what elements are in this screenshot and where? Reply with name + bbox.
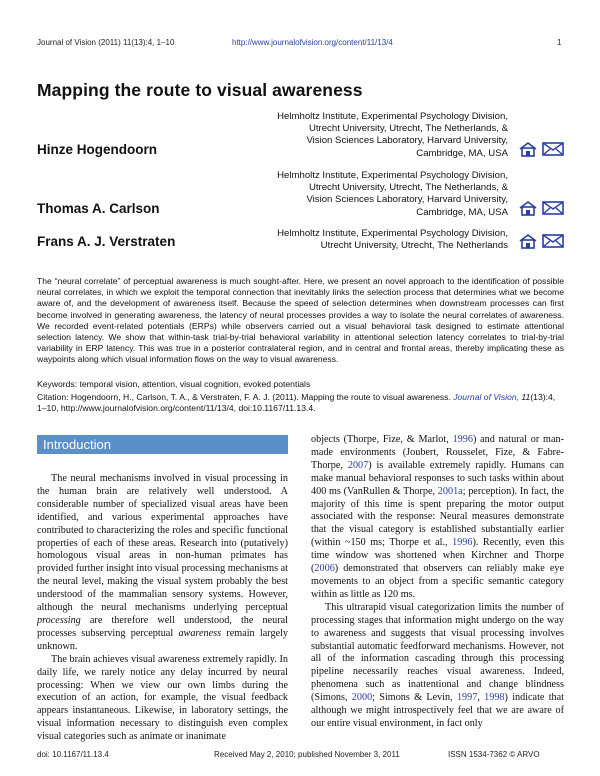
- page-number: 1: [557, 38, 562, 47]
- abstract: [37, 276, 564, 366]
- citation-link[interactable]: 1997: [456, 692, 478, 704]
- journal-header: Journal of Vision (2011) 11(13):4, 1–10: [37, 38, 175, 47]
- citation-link[interactable]: 2006: [314, 563, 335, 575]
- citation-link[interactable]: 1996: [452, 434, 473, 445]
- author-name-1: Hinze Hogendoorn: [37, 142, 157, 157]
- author-affiliation-2: Helmholtz Institute, Experimental Psychology Division, Utrecht University, Utrecht, The Netherlands, & Vision Sciences Laboratory, Harvard University, Cambridge, MA, USA: [277, 170, 508, 218]
- author-name-2: Thomas A. Carlson: [37, 201, 160, 216]
- citation: [37, 392, 564, 414]
- citation-link[interactable]: 2007: [347, 459, 369, 471]
- author-icons-3: [518, 233, 566, 249]
- email-envelope-icon[interactable]: [542, 200, 564, 216]
- footer-received: Received May 2, 2010; published November 3, 2011: [214, 750, 400, 759]
- email-envelope-icon[interactable]: [542, 233, 564, 249]
- home-page-icon[interactable]: [518, 200, 538, 216]
- footer-issn: ISSN 1534-7362 © ARVO: [448, 750, 540, 759]
- footer-doi: doi: 10.1167/11.13.4: [37, 750, 109, 759]
- citation-link[interactable]: 2000: [351, 692, 373, 704]
- citation-link[interactable]: 1998: [484, 692, 505, 704]
- keywords: Keywords: temporal vision, attention, visual cognition, evoked potentials: [37, 379, 311, 389]
- author-icons-2: [518, 200, 566, 216]
- citation-link[interactable]: 1996: [452, 537, 473, 549]
- citation-journal: Journal of Vision,: [453, 392, 519, 402]
- article-url-link[interactable]: http://www.journalofvision.org/content/11/13/4: [232, 38, 393, 47]
- author-icons-1: [518, 141, 566, 157]
- citation-rest: (13):4, 1–10, http://www.journalofvision.org/content/11/13/4, doi:10.1167/11.13.4.: [37, 392, 556, 414]
- body-column-right: [311, 434, 564, 731]
- home-page-icon[interactable]: [518, 233, 538, 249]
- author-affiliation-1: Helmholtz Institute, Experimental Psychology Division, Utrecht University, Utrecht, The Netherlands, & Vision Sciences Laboratory, Harvard University, Cambridge, MA, USA: [277, 111, 508, 159]
- home-page-icon[interactable]: [518, 141, 538, 157]
- author-affiliation-3: Helmholtz Institute, Experimental Psychology Division, Utrecht University, Utrecht, The Netherlands: [277, 228, 508, 252]
- citation-link[interactable]: 2001a: [437, 485, 463, 497]
- section-title-introduction: Introduction: [43, 437, 111, 452]
- citation-volume: 11: [521, 392, 531, 402]
- author-name-3: Frans A. J. Verstraten: [37, 234, 176, 249]
- paragraph: The brain achieves visual awareness extremely rapidly. In daily life, we rarely notice any delay incurred by neural processing: When we view our own limbs during the execution of an action, for example, the visual feedback appears instantaneous. Likewise, in laboratory settings, the visual information necessary to distinguish even complex visual categories such as animate or inanimate: [37, 653, 288, 743]
- paragraph: objects (Thorpe, Fize, & Marlot, 1996) and natural or man-made environments (Joubert, Rousselet, Fize, & Fabre-Thorpe, 2007) is available extremely rapidly. Humans can make manual behavioral responses to such tasks within about 400 ms (VanRullen & Thorpe, 2001a; perception). In fact, the majority of this time is spent preparing the motor output associated with the response: Neural measures demonstrate that the visual category is established substantially earlier (within ~150 ms; Thorpe et al., 1996). Recently, even this time window was shortened when Kirchner and Thorpe (2006) demonstrated that observers can reliably make eye movements to an object from a specific semantic category within as little as 120 ms.: [311, 434, 565, 600]
- paragraph: This ultrarapid visual categorization limits the number of processing stages that information might undergo on the way to awareness and suggests that visual processing involves substantial automatic feedforward mechanisms. However, not all of the information cascading through this processing pipeline necessarily reaches visual awareness. Indeed, phenomena such as inattentional and change blindness (Simons, 2000; Simons & Levin, 1997, 1998) indicate that although we might introspectively feel that we are aware of our entire visual environment, in fact only: [311, 601, 564, 729]
- body-column-left: [37, 473, 288, 744]
- email-envelope-icon[interactable]: [542, 141, 564, 157]
- paragraph: The neural mechanisms involved in visual processing in the human brain are relatively well understood. A considerable number of specialized visual areas have been identified, and various experimental approaches have contributed to characterizing the roles and specific functional properties of each of these areas. Research into (putatively) homologous visual areas in non-human primates has provided further insight into visual processing mechanisms at the neural level, making the visual system probably the best understood of the mammalian sensory systems. However, although the neural mechanisms underlying perceptual processing are therefore well understood, the neural processes subserving perceptual awareness remain largely unknown.: [37, 473, 289, 652]
- abstract-text: The “neural correlate” of perceptual awareness is much sought-after. Here, we present an novel approach to the identification of possible neural correlates, in which we exploit the temporal connection that inevitably links the selection process that determines what we become aware of, and the development of awareness itself. Because the speed of selection determines when downstream processes can first become involved in generating awareness, the latency of neural processes provides a way to isolate the neural correlates of awareness. We recorded event-related potentials (ERPs) while observers carried out a visual behavioral task designed to estimate attentional selection latency. We show that within-task trial-by-trial behavioral variability in attentional selection latency correlates to trial-by-trial variability in ERP latency. This was true in a posterior contralateral region, and in central and frontal areas, thereby implicating these as waypoints along which visual information flows on the way to visual awareness.: [37, 276, 564, 365]
- article-title: Mapping the route to visual awareness: [37, 80, 363, 100]
- citation-prefix: Citation: Hogendoorn, H., Carlson, T. A., & Verstraten, F. A. J. (2011). Mapping the route to visual awareness.: [37, 392, 451, 402]
